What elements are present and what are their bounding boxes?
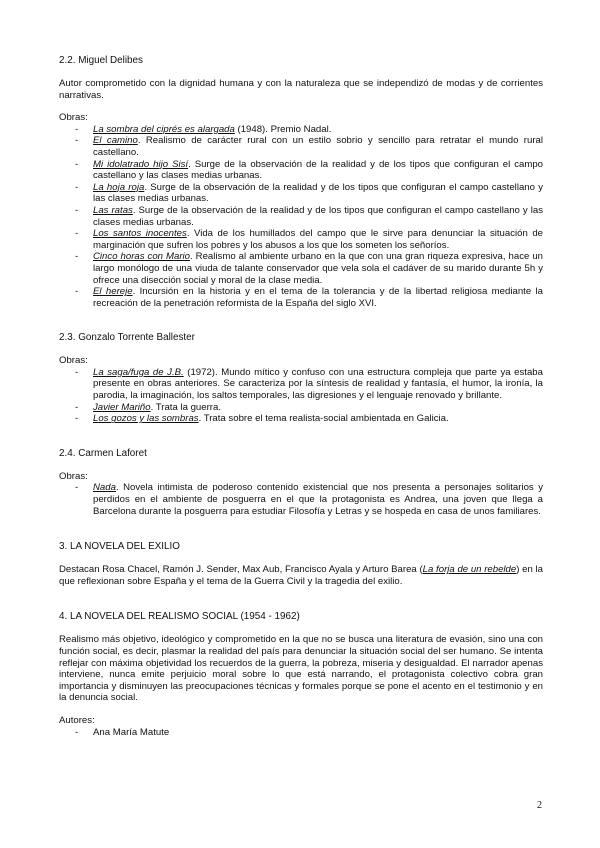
item-description: . Trata la guerra. — [150, 401, 221, 413]
work-title: La saga/fuga de J.B. — [93, 366, 184, 378]
section-heading-delibes: 2.2. Miguel Delibes — [59, 55, 143, 66]
work-title: Cinco horas con Mario — [93, 251, 190, 263]
list-item — [59, 413, 543, 425]
item-description: (1948). Premio Nadal. — [234, 123, 332, 135]
item-description: . Incursión en la historia y en el tema de la tolerancia y de la libertad religiosa mediante la recreación de la penetración reformista de la España del siglo XVI. — [93, 286, 543, 309]
bullet-dash: - — [75, 413, 79, 425]
bullet-dash: - — [75, 123, 79, 135]
list-item — [59, 228, 543, 251]
list-item — [59, 135, 543, 158]
work-title: Javier Mariño — [93, 401, 151, 413]
work-title: Los santos inocentes — [93, 228, 187, 240]
section-heading-laforet: 2.4. Carmen Laforet — [59, 447, 147, 459]
bullet-dash: - — [75, 401, 79, 413]
bullet-dash: - — [75, 286, 79, 298]
bullet-dash: - — [75, 204, 79, 216]
list-item — [59, 727, 543, 739]
work-title: Los gozos y las sombras — [93, 413, 199, 425]
bullet-dash: - — [75, 228, 79, 240]
autores-label: Autores: — [59, 714, 95, 726]
list-item — [59, 205, 543, 228]
works-list-delibes — [59, 124, 543, 310]
realismo-paragraph: Realismo más objetivo, ideológico y comprometido en la que no se busca una literatura de evasión, sino una con función social, es decir, plasmar la realidad del país para denunciar la situación social del ser humano. Se intenta reflejar con máxima objetividad los recuerdos de la guerra, la pobreza, miseria y desigualdad. El narrador apenas interviene, nunca emite perjuicio moral sobre lo que está narrando, el protagonista colectivo cobra gran importancia y disminuyen las preocupaciones técnicas y formales porque se pone el acento en el testimonio y en la denuncia social. — [59, 634, 543, 704]
work-title: El hereje — [93, 286, 133, 298]
item-description: . Surge de la observación de la realidad y de los tipos que configuran el campo castellano y las clases medias urbanas. — [93, 204, 543, 228]
obras-label: Obras: — [59, 112, 88, 124]
item-description: . Surge de la observación de la realidad y de los tipos que configuran el campo castellano y las clases medias urbanas. — [93, 181, 543, 205]
authors-list — [59, 727, 543, 739]
bullet-dash: - — [75, 135, 79, 147]
list-item — [59, 124, 543, 136]
delibes-intro: Autor comprometido con la dignidad humana y con la naturaleza que se independizó de modas y de corrientes narrativas. — [59, 78, 543, 101]
bullet-dash: - — [75, 726, 79, 738]
list-item — [59, 251, 543, 286]
works-list-torrente — [59, 367, 543, 425]
item-description: (1972). Mundo mítico y confuso con una estructura compleja que parte ya estaba presente en obras anteriores. Se caracteriza por la síntesis de realidad y fantasía, el humor, la ironía, la parodia, la imaginación, los saltos temporales, las digresiones y el lenguaje renovado y brillante. — [93, 366, 543, 402]
list-item — [59, 367, 543, 402]
list-item — [59, 402, 543, 414]
item-description: . Novela intimista de poderoso contenido existencial que nos presenta a personajes solitarios y perdidos en el ambiente de posguerra en el que la protagonista es Andrea, una joven que llega a Barcelona durante la posguerra para estudiar Filosofía y Letras y se hospeda en casa de unos familiares. — [93, 482, 543, 517]
section-heading-exilio: 3. LA NOVELA DEL EXILIO — [59, 541, 180, 553]
bullet-dash: - — [75, 482, 79, 494]
work-title: El camino — [93, 135, 138, 147]
bullet-dash: - — [75, 181, 79, 193]
item-description: . Vida de los humillados del campo que le sirve para denunciar la situación de marginación que sufren los pobres y los abusos a los que los someten los señoríos. — [93, 228, 543, 251]
item-description: Ana María Matute — [93, 726, 170, 738]
list-item — [59, 182, 543, 205]
page-content — [59, 55, 543, 738]
work-title: Las ratas — [93, 204, 133, 216]
item-description: . Trata sobre el tema realista-social ambientada en Galicia. — [198, 413, 449, 425]
obras-label: Obras: — [59, 355, 88, 367]
work-title: La forja de un rebelde — [422, 564, 517, 576]
obras-label: Obras: — [59, 470, 88, 482]
works-list-laforet — [59, 482, 543, 517]
item-description: . Surge de la observación de la realidad y de los tipos que configuran el campo castellano y las clases medias urbanas. — [93, 158, 543, 182]
work-title: Mi idolatrado hijo Sisí — [93, 158, 189, 170]
work-title: Nada — [93, 482, 116, 494]
list-item — [59, 482, 543, 517]
list-item — [59, 159, 543, 182]
work-title: La hoja roja — [93, 181, 145, 193]
bullet-dash: - — [75, 158, 79, 170]
section-heading-torrente: 2.3. Gonzalo Torrente Ballester — [59, 332, 195, 344]
exilio-text-before: Destacan Rosa Chacel, Ramón J. Sender, Max Aub, Francisco Ayala y Arturo Barea ( — [59, 564, 423, 576]
bullet-dash: - — [75, 366, 79, 378]
item-description: . Realismo al ambiente urbano en la que con una gran riqueza expresiva, hace un largo monólogo de una viuda de talante conservador que vela sola el cadáver de su marido durante 5h y ofrece una disección social y moral de la clase media. — [93, 251, 543, 286]
item-description: . Realismo de carácter rural con un estilo sobrio y sencillo para retratar el mundo rural castellano. — [93, 135, 543, 158]
page-number: 2 — [537, 800, 542, 811]
exilio-paragraph — [59, 564, 543, 587]
bullet-dash: - — [75, 251, 79, 263]
exilio-text-after: ) en la que reflexionan sobre España y el tema de la Guerra Civil y la tragedia del exilio. — [59, 564, 544, 587]
section-heading-realismo-social: 4. LA NOVELA DEL REALISMO SOCIAL (1954 - 1962) — [59, 611, 300, 623]
list-item — [59, 286, 543, 309]
work-title: La sombra del ciprés es alargada — [93, 123, 235, 135]
